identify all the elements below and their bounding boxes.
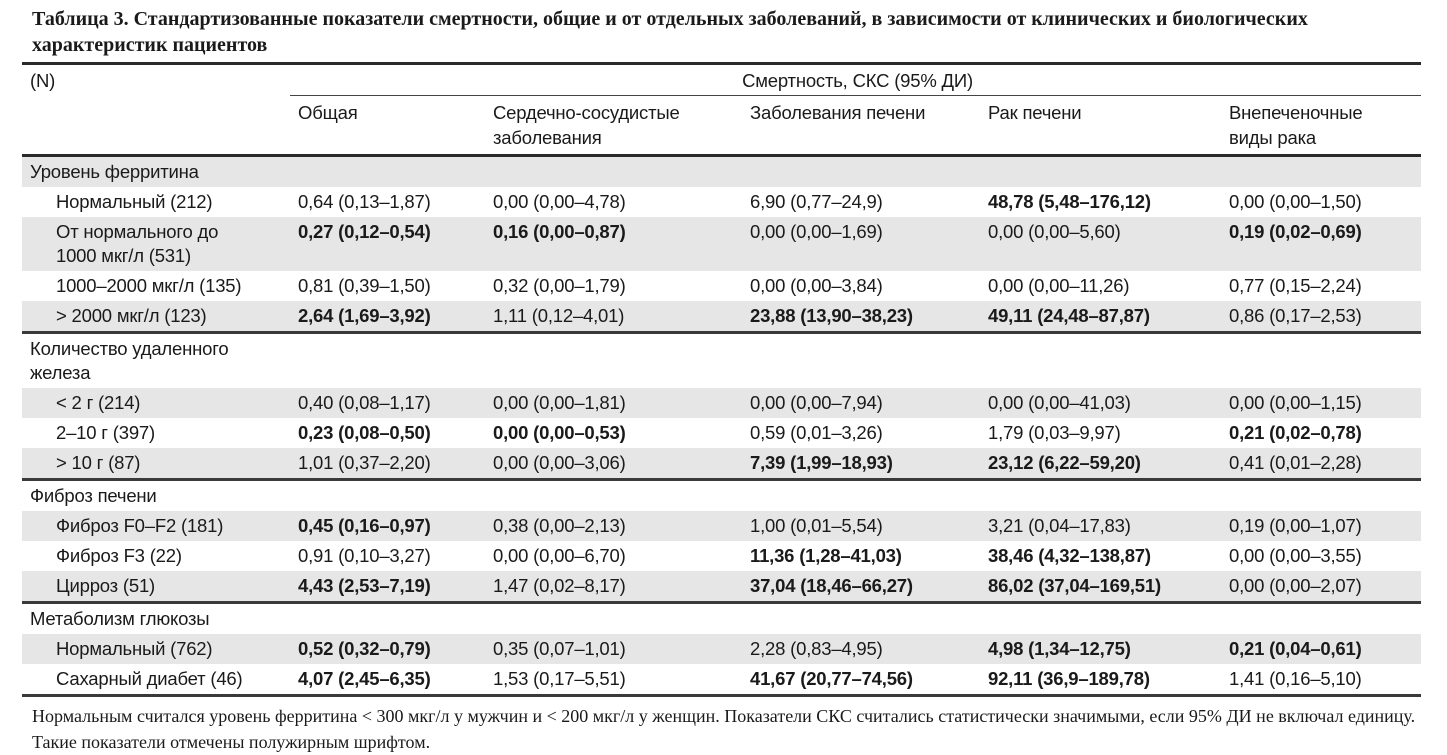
row-label: Нормальный (762): [56, 638, 213, 659]
n-column-header: (N): [30, 70, 56, 91]
value-cell: 0,00 (0,00–5,60): [988, 221, 1121, 242]
table-row: [22, 418, 1421, 448]
column-header-liver-cancer: Рак печени: [988, 102, 1082, 123]
column-header-cardiovascular: Сердечно-сосудистые заболевания: [493, 102, 680, 148]
row-label: > 10 г (87): [56, 452, 141, 473]
significant-value-cell: 4,07 (2,45–6,35): [298, 668, 431, 689]
row-label: > 2000 мкг/л (123): [56, 305, 207, 326]
row-label: 2–10 г (397): [56, 422, 155, 443]
group-label: [22, 480, 1421, 512]
value-cell: 0,00 (0,00–1,69): [750, 221, 883, 242]
value-cell: 0,59 (0,01–3,26): [750, 422, 883, 443]
value-cell: 2,28 (0,83–4,95): [750, 638, 883, 659]
value-cell: 0,32 (0,00–1,79): [493, 275, 626, 296]
significant-value-cell: 48,78 (5,48–176,12): [988, 191, 1151, 212]
value-cell: 0,41 (0,01–2,28): [1229, 452, 1362, 473]
significant-value-cell: 0,21 (0,04–0,61): [1229, 638, 1362, 659]
significant-value-cell: 86,02 (37,04–169,51): [988, 575, 1161, 596]
significant-value-cell: 2,64 (1,69–3,92): [298, 305, 431, 326]
value-cell: 0,00 (0,00–3,84): [750, 275, 883, 296]
significant-value-cell: 38,46 (4,32–138,87): [988, 545, 1151, 566]
value-cell: 3,21 (0,04–17,83): [988, 515, 1131, 536]
significant-value-cell: 23,88 (13,90–38,23): [750, 305, 913, 326]
significant-value-cell: 49,11 (24,48–87,87): [988, 305, 1150, 326]
table-footnote: Нормальным считался уровень ферритина < 300 мкг/л у мужчин и < 200 мкг/л у женщин. Показатели СКС считались статистически значимыми, если 95% ДИ не включал единицу. Такие показатели отмечены полужирным шрифтом.: [32, 706, 1416, 752]
value-cell: 0,77 (0,15–2,24): [1229, 275, 1362, 296]
group-header-row: [22, 603, 1421, 635]
group-label: [22, 333, 1421, 389]
table-row: [22, 448, 1421, 480]
significant-value-cell: 4,98 (1,34–12,75): [988, 638, 1131, 659]
significant-value-cell: 4,43 (2,53–7,19): [298, 575, 431, 596]
value-cell: 0,00 (0,00–1,15): [1229, 392, 1362, 413]
group-label: [22, 603, 1421, 635]
value-cell: 1,11 (0,12–4,01): [493, 305, 625, 326]
mortality-span-header: Смертность, СКС (95% ДИ): [290, 64, 1421, 96]
value-cell: 1,79 (0,03–9,97): [988, 422, 1121, 443]
significant-value-cell: 41,67 (20,77–74,56): [750, 668, 913, 689]
value-cell: 0,00 (0,00–6,70): [493, 545, 626, 566]
significant-value-cell: 92,11 (36,9–189,78): [988, 668, 1150, 689]
table-row: [22, 511, 1421, 541]
table-row: [22, 541, 1421, 571]
empty-header-cell: [22, 96, 290, 156]
significant-value-cell: 0,23 (0,08–0,50): [298, 422, 431, 443]
group-label-text: Уровень ферритина: [30, 161, 199, 182]
value-cell: 0,00 (0,00–3,55): [1229, 545, 1362, 566]
significant-value-cell: 0,52 (0,32–0,79): [298, 638, 431, 659]
significant-value-cell: 37,04 (18,46–66,27): [750, 575, 913, 596]
row-label: Сахарный диабет (46): [56, 668, 243, 689]
table-row: [22, 301, 1421, 333]
value-cell: 1,41 (0,16–5,10): [1229, 668, 1362, 689]
column-header-liver-disease: Заболевания печени: [750, 102, 926, 123]
group-header-row: [22, 156, 1421, 188]
value-cell: 0,40 (0,08–1,17): [298, 392, 431, 413]
row-label: 1000–2000 мкг/л (135): [56, 275, 242, 296]
row-label: Фиброз F0–F2 (181): [56, 515, 224, 536]
value-cell: 1,53 (0,17–5,51): [493, 668, 626, 689]
row-label: < 2 г (214): [56, 392, 141, 413]
group-label-text: Фиброз печени: [30, 485, 157, 506]
significant-value-cell: 0,19 (0,02–0,69): [1229, 221, 1362, 242]
table-row: [22, 271, 1421, 301]
group-label-text: Метаболизм глюкозы: [30, 608, 210, 629]
significant-value-cell: 0,27 (0,12–0,54): [298, 221, 431, 242]
group-label-text: Количество удаленного железа: [30, 338, 229, 383]
mortality-table: [22, 62, 1421, 697]
significant-value-cell: 11,36 (1,28–41,03): [750, 545, 902, 566]
significant-value-cell: 0,45 (0,16–0,97): [298, 515, 431, 536]
value-cell: 0,86 (0,17–2,53): [1229, 305, 1362, 326]
table-row: [22, 217, 1421, 271]
value-cell: 0,64 (0,13–1,87): [298, 191, 431, 212]
table-row: [22, 571, 1421, 603]
column-header-extrahepatic-cancer: Внепеченочные виды рака: [1229, 102, 1363, 148]
row-label: Цирроз (51): [56, 575, 155, 596]
group-header-row: [22, 480, 1421, 512]
group-label: [22, 156, 1421, 188]
value-cell: 0,19 (0,00–1,07): [1229, 515, 1362, 536]
value-cell: 0,91 (0,10–3,27): [298, 545, 431, 566]
value-cell: 0,38 (0,00–2,13): [493, 515, 626, 536]
value-cell: 0,00 (0,00–4,78): [493, 191, 626, 212]
value-cell: 0,00 (0,00–7,94): [750, 392, 883, 413]
table-row: [22, 634, 1421, 664]
table-row: [22, 187, 1421, 217]
value-cell: 0,00 (0,00–1,81): [493, 392, 626, 413]
row-label: Нормальный (212): [56, 191, 213, 212]
value-cell: 0,00 (0,00–3,06): [493, 452, 626, 473]
value-cell: 0,00 (0,00–11,26): [988, 275, 1130, 296]
significant-value-cell: 0,21 (0,02–0,78): [1229, 422, 1362, 443]
value-cell: 0,00 (0,00–1,50): [1229, 191, 1362, 212]
column-header-total: Общая: [298, 102, 358, 123]
table-caption: Таблица 3. Стандартизованные показатели смертности, общие и от отдельных заболеваний, в зависимости от клинических и биологических характеристик пациентов: [32, 8, 1308, 56]
table-row: [22, 388, 1421, 418]
value-cell: 0,35 (0,07–1,01): [493, 638, 626, 659]
row-label: Фиброз F3 (22): [56, 545, 182, 566]
table-row: [22, 664, 1421, 696]
significant-value-cell: 0,00 (0,00–0,53): [493, 422, 626, 443]
significant-value-cell: 0,16 (0,00–0,87): [493, 221, 626, 242]
table-body: [22, 156, 1421, 696]
value-cell: 0,81 (0,39–1,50): [298, 275, 431, 296]
value-cell: 1,00 (0,01–5,54): [750, 515, 883, 536]
significant-value-cell: 7,39 (1,99–18,93): [750, 452, 893, 473]
group-header-row: [22, 333, 1421, 389]
significant-value-cell: 23,12 (6,22–59,20): [988, 452, 1141, 473]
value-cell: 6,90 (0,77–24,9): [750, 191, 883, 212]
value-cell: 0,00 (0,00–2,07): [1229, 575, 1362, 596]
row-label: От нормального до 1000 мкг/л (531): [56, 221, 219, 266]
value-cell: 1,47 (0,02–8,17): [493, 575, 626, 596]
value-cell: 0,00 (0,00–41,03): [988, 392, 1131, 413]
value-cell: 1,01 (0,37–2,20): [298, 452, 431, 473]
